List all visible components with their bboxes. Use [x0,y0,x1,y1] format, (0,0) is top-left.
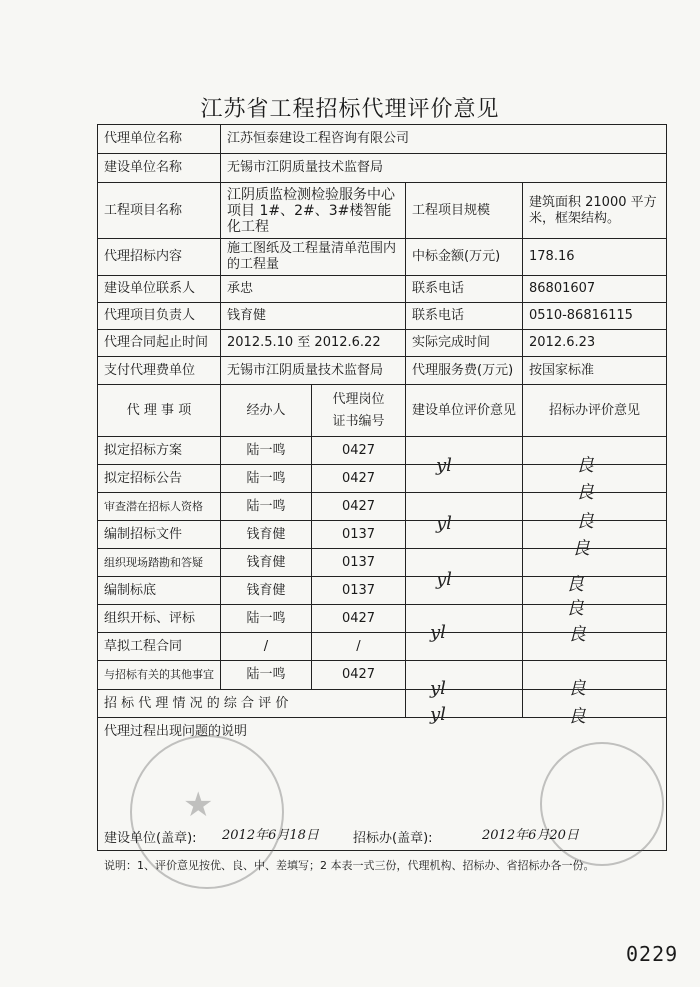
handwritten-office-mark: 良 [572,538,590,559]
form-title: 江苏省工程招标代理评价意见 [200,97,500,122]
item-office-eval [523,549,667,577]
agency-fee-value: 按国家标准 [523,357,667,385]
items-header-cert-line1: 代理岗位 [332,391,385,407]
actual-completion-label: 实际完成时间 [406,330,523,357]
item-builder-eval [406,605,523,633]
builder-contact-value: 承忠 [221,276,406,303]
office-seal-label: 招标办(盖章): [353,831,433,846]
row-builder-contact [98,276,667,303]
project-lead-label: 代理项目负责人 [98,303,221,330]
item-office-eval [523,437,667,465]
handwritten-builder-mark: yl [436,513,452,534]
row-fee-payer [98,357,667,385]
office-seal [540,742,664,866]
builder-seal-star-icon: ★ [183,785,214,825]
project-lead-value: 钱育健 [221,303,406,330]
item-task: 拟定招标公告 [98,465,221,493]
row-project-name [98,183,667,239]
agency-fee-label: 代理服务费(万元) [406,357,523,385]
handwritten-office-mark: 良 [568,678,586,699]
item-cert: 0427 [312,465,406,493]
item-handler: 陆一鸣 [221,661,312,690]
handwritten-office-mark: 良 [576,455,594,476]
items-header-cert [312,385,406,437]
item-builder-eval [406,549,523,577]
item-cert: 0137 [312,521,406,549]
project-scale-value: 建筑面积 21000 平方米，框架结构。 [523,183,667,239]
footnote: 说明：1、评价意见按优、良、中、差填写；2 本表一式三份，代理机构、招标办、省招标办各一份。 [104,859,595,872]
item-builder-eval [406,521,523,549]
item-handler: 钱育健 [221,549,312,577]
item-office-eval [523,605,667,633]
item-handler: 陆一鸣 [221,465,312,493]
item-office-eval [523,577,667,605]
lead-phone-label: 联系电话 [406,303,523,330]
problems-label: 代理过程出现问题的说明 [104,724,248,739]
item-office-eval [523,633,667,661]
items-header-cert-line2: 证书编号 [332,413,385,429]
item-task: 与招标有关的其他事宜 [98,661,221,690]
items-header-office-eval: 招标办评价意见 [523,385,667,437]
item-office-eval [523,661,667,690]
builder-unit-value: 无锡市江阴质量技术监督局 [221,154,667,183]
item-cert: 0427 [312,605,406,633]
handwritten-builder-mark: yl [436,569,452,590]
fee-payer-label: 支付代理费单位 [98,357,221,385]
actual-completion-value: 2012.6.23 [523,330,667,357]
item-cert: 0427 [312,437,406,465]
handwritten-builder-mark: yl [430,622,446,643]
handwritten-builder-mark: yl [430,678,446,699]
item-office-eval [523,493,667,521]
contract-period-label: 代理合同起止时间 [98,330,221,357]
item-handler: 陆一鸣 [221,493,312,521]
overall-label: 招 标 代 理 情 况 的 综 合 评 价 [98,690,406,718]
item-builder-eval [406,661,523,690]
item-task: 编制标底 [98,577,221,605]
handwritten-office-mark: 良 [566,574,584,595]
item-handler: / [221,633,312,661]
handwritten-office-mark: 良 [568,624,586,645]
handwritten-office-mark: 良 [566,598,584,619]
item-task: 组织现场踏勘和答疑 [98,549,221,577]
item-handler: 陆一鸣 [221,437,312,465]
item-task: 草拟工程合同 [98,633,221,661]
builder-unit-label: 建设单位名称 [98,154,221,183]
office-sign-date: 2012年6月20日 [482,828,579,843]
builder-contact-label: 建设单位联系人 [98,276,221,303]
bid-amount-label: 中标金额(万元) [406,239,523,276]
project-name-value: 江阴质监检测检验服务中心项目 1#、2#、3#楼智能化工程 [221,183,406,239]
items-header-builder-eval: 建设单位评价意见 [406,385,523,437]
item-office-eval [523,521,667,549]
handwritten-office-mark: 良 [576,482,594,503]
row-agent-unit [98,125,667,154]
project-name-label: 工程项目名称 [98,183,221,239]
fee-payer-value: 无锡市江阴质量技术监督局 [221,357,406,385]
bid-amount-value: 178.16 [523,239,667,276]
handwritten-office-mark: 良 [576,511,594,532]
item-builder-eval [406,633,523,661]
item-handler: 钱育健 [221,521,312,549]
agency-content-label: 代理招标内容 [98,239,221,276]
item-cert: 0427 [312,661,406,690]
handwritten-builder-mark: yl [430,704,446,725]
items-header-handler: 经办人 [221,385,312,437]
builder-seal-label: 建设单位(盖章): [104,831,197,846]
page-number: 0229 [626,942,679,966]
row-contract-period [98,330,667,357]
agent-unit-value: 江苏恒泰建设工程咨询有限公司 [221,125,667,154]
items-header-task: 代 理 事 项 [98,385,221,437]
item-builder-eval [406,493,523,521]
item-cert: 0427 [312,493,406,521]
handwritten-office-mark: 良 [568,706,586,727]
item-cert: 0137 [312,577,406,605]
overall-builder-eval [406,690,523,718]
contact-phone-label: 联系电话 [406,276,523,303]
overall-office-eval [523,690,667,718]
row-builder-unit [98,154,667,183]
item-task: 组织开标、评标 [98,605,221,633]
builder-sign-date: 2012年6月18日 [222,828,319,843]
handwritten-builder-mark: yl [436,455,452,476]
contact-phone-value: 86801607 [523,276,667,303]
item-task: 拟定招标方案 [98,437,221,465]
item-cert: 0137 [312,549,406,577]
item-office-eval [523,465,667,493]
lead-phone-value: 0510-86816115 [523,303,667,330]
agent-unit-label: 代理单位名称 [98,125,221,154]
item-builder-eval [406,577,523,605]
project-scale-label: 工程项目规模 [406,183,523,239]
row-project-lead [98,303,667,330]
row-agency-content [98,239,667,276]
items-header-row [98,385,667,437]
item-builder-eval [406,437,523,465]
agency-content-value: 施工图纸及工程量清单范围内的工程量 [221,239,406,276]
item-cert: / [312,633,406,661]
item-task: 编制招标文件 [98,521,221,549]
item-handler: 钱育健 [221,577,312,605]
item-task: 审查潜在招标人资格 [98,493,221,521]
item-handler: 陆一鸣 [221,605,312,633]
item-builder-eval [406,465,523,493]
contract-period-value: 2012.5.10 至 2012.6.22 [221,330,406,357]
